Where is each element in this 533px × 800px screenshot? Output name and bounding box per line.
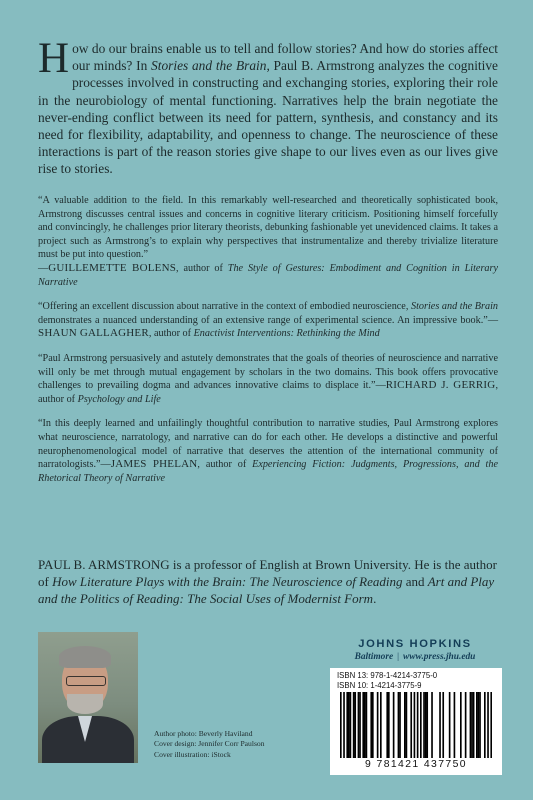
barcode-bar <box>372 692 374 758</box>
barcode-bar <box>354 692 356 758</box>
barcode-bar <box>358 692 360 758</box>
barcode-bar <box>359 692 361 758</box>
barcode-bar <box>490 692 492 758</box>
description-text-1: ow do our brains enable us to tell and follow stories? And how do stories affect our minds? In <box>72 41 498 74</box>
barcode-bar <box>478 692 480 758</box>
barcode-bar <box>479 692 481 758</box>
author-bio <box>38 557 498 607</box>
barcode-bar <box>348 692 350 758</box>
quote-author: GUILLEMETTE BOLENS <box>48 261 177 274</box>
endorsements <box>38 194 498 496</box>
quote-text: “Offering an excellent discussion about narrative in the context of embodied neuroscience, <box>38 301 411 313</box>
barcode-bar <box>484 692 486 758</box>
publisher-url: www.press.jhu.edu <box>403 652 476 662</box>
barcode-bar <box>340 692 342 758</box>
bio-work-1: How Literature Plays with the Brain: The Neuroscience of Reading <box>52 573 403 589</box>
endorsement-phelan <box>38 417 498 485</box>
barcode-bar <box>454 692 456 758</box>
barcode-bar <box>343 692 345 758</box>
barcode-bar <box>465 692 467 758</box>
barcode-bar <box>417 692 419 758</box>
description-book-title: Stories and the Brain <box>151 58 267 74</box>
barcode-bar <box>350 692 352 758</box>
photo-beard <box>67 694 103 714</box>
bio-work-2: Art and Play and the Politics of Reading: The Social Uses of Modernist Form <box>38 573 495 606</box>
quote-work-title: Enactivist Interventions: Rethinking the Mind <box>193 328 380 340</box>
quote-author-suffix: , author of <box>176 262 228 274</box>
barcode-bar <box>366 692 368 758</box>
barcode-bar <box>406 692 408 758</box>
barcode-bar <box>393 692 395 758</box>
barcode-bar <box>423 692 425 758</box>
quote-author: SHAUN GALLAGHER <box>38 327 149 340</box>
credit-illustration: Cover illustration: iStock <box>154 749 231 759</box>
barcode-bar <box>404 692 406 758</box>
quote-inline-title: Stories and the Brain <box>410 301 499 313</box>
quote-author-suffix: , author of <box>197 459 253 471</box>
barcode-bar <box>364 692 366 758</box>
quote-text: “In this deeply learned and unfailingly thoughtful contribution to narrative studies, Paul Armstrong explores what neuroscience, narratology, and narrative can do for each other. He develops a distinctive and powerful neurophenomenological model of narrative that deserves the attention of the international community of narratologists.” <box>38 418 498 471</box>
isbn-10: ISBN 10: 1-4214-3775-9 <box>337 680 422 690</box>
isbn-13: ISBN 13: 978-1-4214-3775-0 <box>337 671 438 680</box>
barcode-bar <box>426 692 428 758</box>
barcode-bar <box>380 692 382 758</box>
barcode-bar <box>442 692 444 758</box>
author-name: PAUL B. ARMSTRONG <box>38 557 170 572</box>
barcode-bar <box>398 692 400 758</box>
quote-dash: — <box>100 459 111 471</box>
bio-text-2: and <box>402 573 428 589</box>
barcode-bar <box>414 692 416 758</box>
barcode-bar <box>471 692 473 758</box>
quote-work-title: Psychology and Life <box>77 393 161 405</box>
barcode-bar <box>399 692 401 758</box>
publisher-separator: | <box>397 652 400 662</box>
barcode-bar <box>420 692 422 758</box>
barcode-bar <box>470 692 472 758</box>
quote-dash: — <box>375 380 386 392</box>
barcode-bars <box>340 692 492 758</box>
barcode-bar <box>353 692 355 758</box>
barcode-bar <box>362 692 364 758</box>
barcode-bar <box>425 692 427 758</box>
quote-author-suffix: , author of <box>38 380 498 405</box>
quote-text-cont: demonstrates a nuanced understanding of an extensive range of experimental science. An impressive book.” <box>38 314 488 326</box>
publisher-logo <box>330 638 500 666</box>
quote-work-title: Experiencing Fiction: Judgments, Progressions, and the Rhetorical Theory of Narrative <box>38 459 498 484</box>
barcode-bar <box>476 692 478 758</box>
barcode-bar <box>439 692 441 758</box>
credit-photo: Author photo: Beverly Haviland <box>154 729 253 738</box>
publisher-line <box>330 651 500 663</box>
endorsement-bolens <box>38 194 498 289</box>
isbn-block <box>337 671 437 690</box>
publisher-city: Baltimore <box>354 652 394 662</box>
barcode-bar <box>460 692 462 758</box>
quote-dash: — <box>487 314 498 326</box>
cover-credits <box>154 729 265 760</box>
publisher-name: JOHNS HOPKINS <box>358 638 472 650</box>
barcode-bar <box>449 692 451 758</box>
quote-text: “Paul Armstrong persuasively and astutely demonstrates that the goals of theories of neuroscience and narrative will only be met through mutual engagement by scholars in the two domains. This book offers provocative challenges to prevailing dogma and advances innovative claims to displace it.” <box>38 352 498 392</box>
barcode-bar <box>473 692 475 758</box>
credit-design: Cover design: Jennifer Corr Paulson <box>154 739 265 749</box>
quote-author-suffix: , author of <box>148 328 194 340</box>
barcode-bar <box>410 692 412 758</box>
drop-cap: H <box>38 35 70 82</box>
quote-work-title: The Style of Gestures: Embodiment and Cognition in Literary Narrative <box>38 262 499 288</box>
barcode-bar <box>388 692 390 758</box>
barcode-panel <box>330 668 502 775</box>
book-description <box>38 35 498 178</box>
quote-text: “A valuable addition to the field. In this remarkably well-researched and theoretically sophisticated book, Armstrong discusses central issues and concerns in cognitive literary criticism. Positioning himself forcefully and convincingly, he challenges prior literary theorists, debunking fashionable yet unevidenced claims. It takes a project such as Armstrong’s to explain why perspectives that instrumentalize and thereby trivialize literature must be put into question.” <box>38 195 498 261</box>
barcode-bar <box>487 692 489 758</box>
endorsement-gerrig <box>38 352 498 406</box>
quote-dash: — <box>38 262 49 274</box>
author-photo <box>38 632 138 763</box>
barcode-bar <box>346 692 348 758</box>
barcode-bar <box>377 692 379 758</box>
barcode-bar <box>431 692 433 758</box>
photo-glasses <box>66 676 106 686</box>
bio-text-3: . <box>373 590 377 606</box>
barcode-bar <box>386 692 388 758</box>
photo-hair <box>59 646 111 668</box>
barcode-number: 9 781421 437750 <box>365 759 467 770</box>
quote-author: RICHARD J. GERRIG <box>385 379 496 392</box>
quote-author: JAMES PHELAN <box>110 458 198 471</box>
barcode-bar <box>370 692 372 758</box>
description-text-2: , Paul B. Armstrong analyzes the cognitive processes involved in constructing and exchanging stories, exploring their role in the neurobiology of mental functioning. Narratives help the brain negotiate the never-ending conflict between its need for pattern, synthesis, and constancy and its need for flexibility, adaptability, and openness to change. The neuroscience of these interactions is part of the reason stories give shape to our lives even as our lives give rise to stories. <box>38 58 498 177</box>
bio-text-1: is a professor of English at Brown University. He is the author of <box>38 557 497 589</box>
endorsement-gallagher <box>38 300 498 341</box>
